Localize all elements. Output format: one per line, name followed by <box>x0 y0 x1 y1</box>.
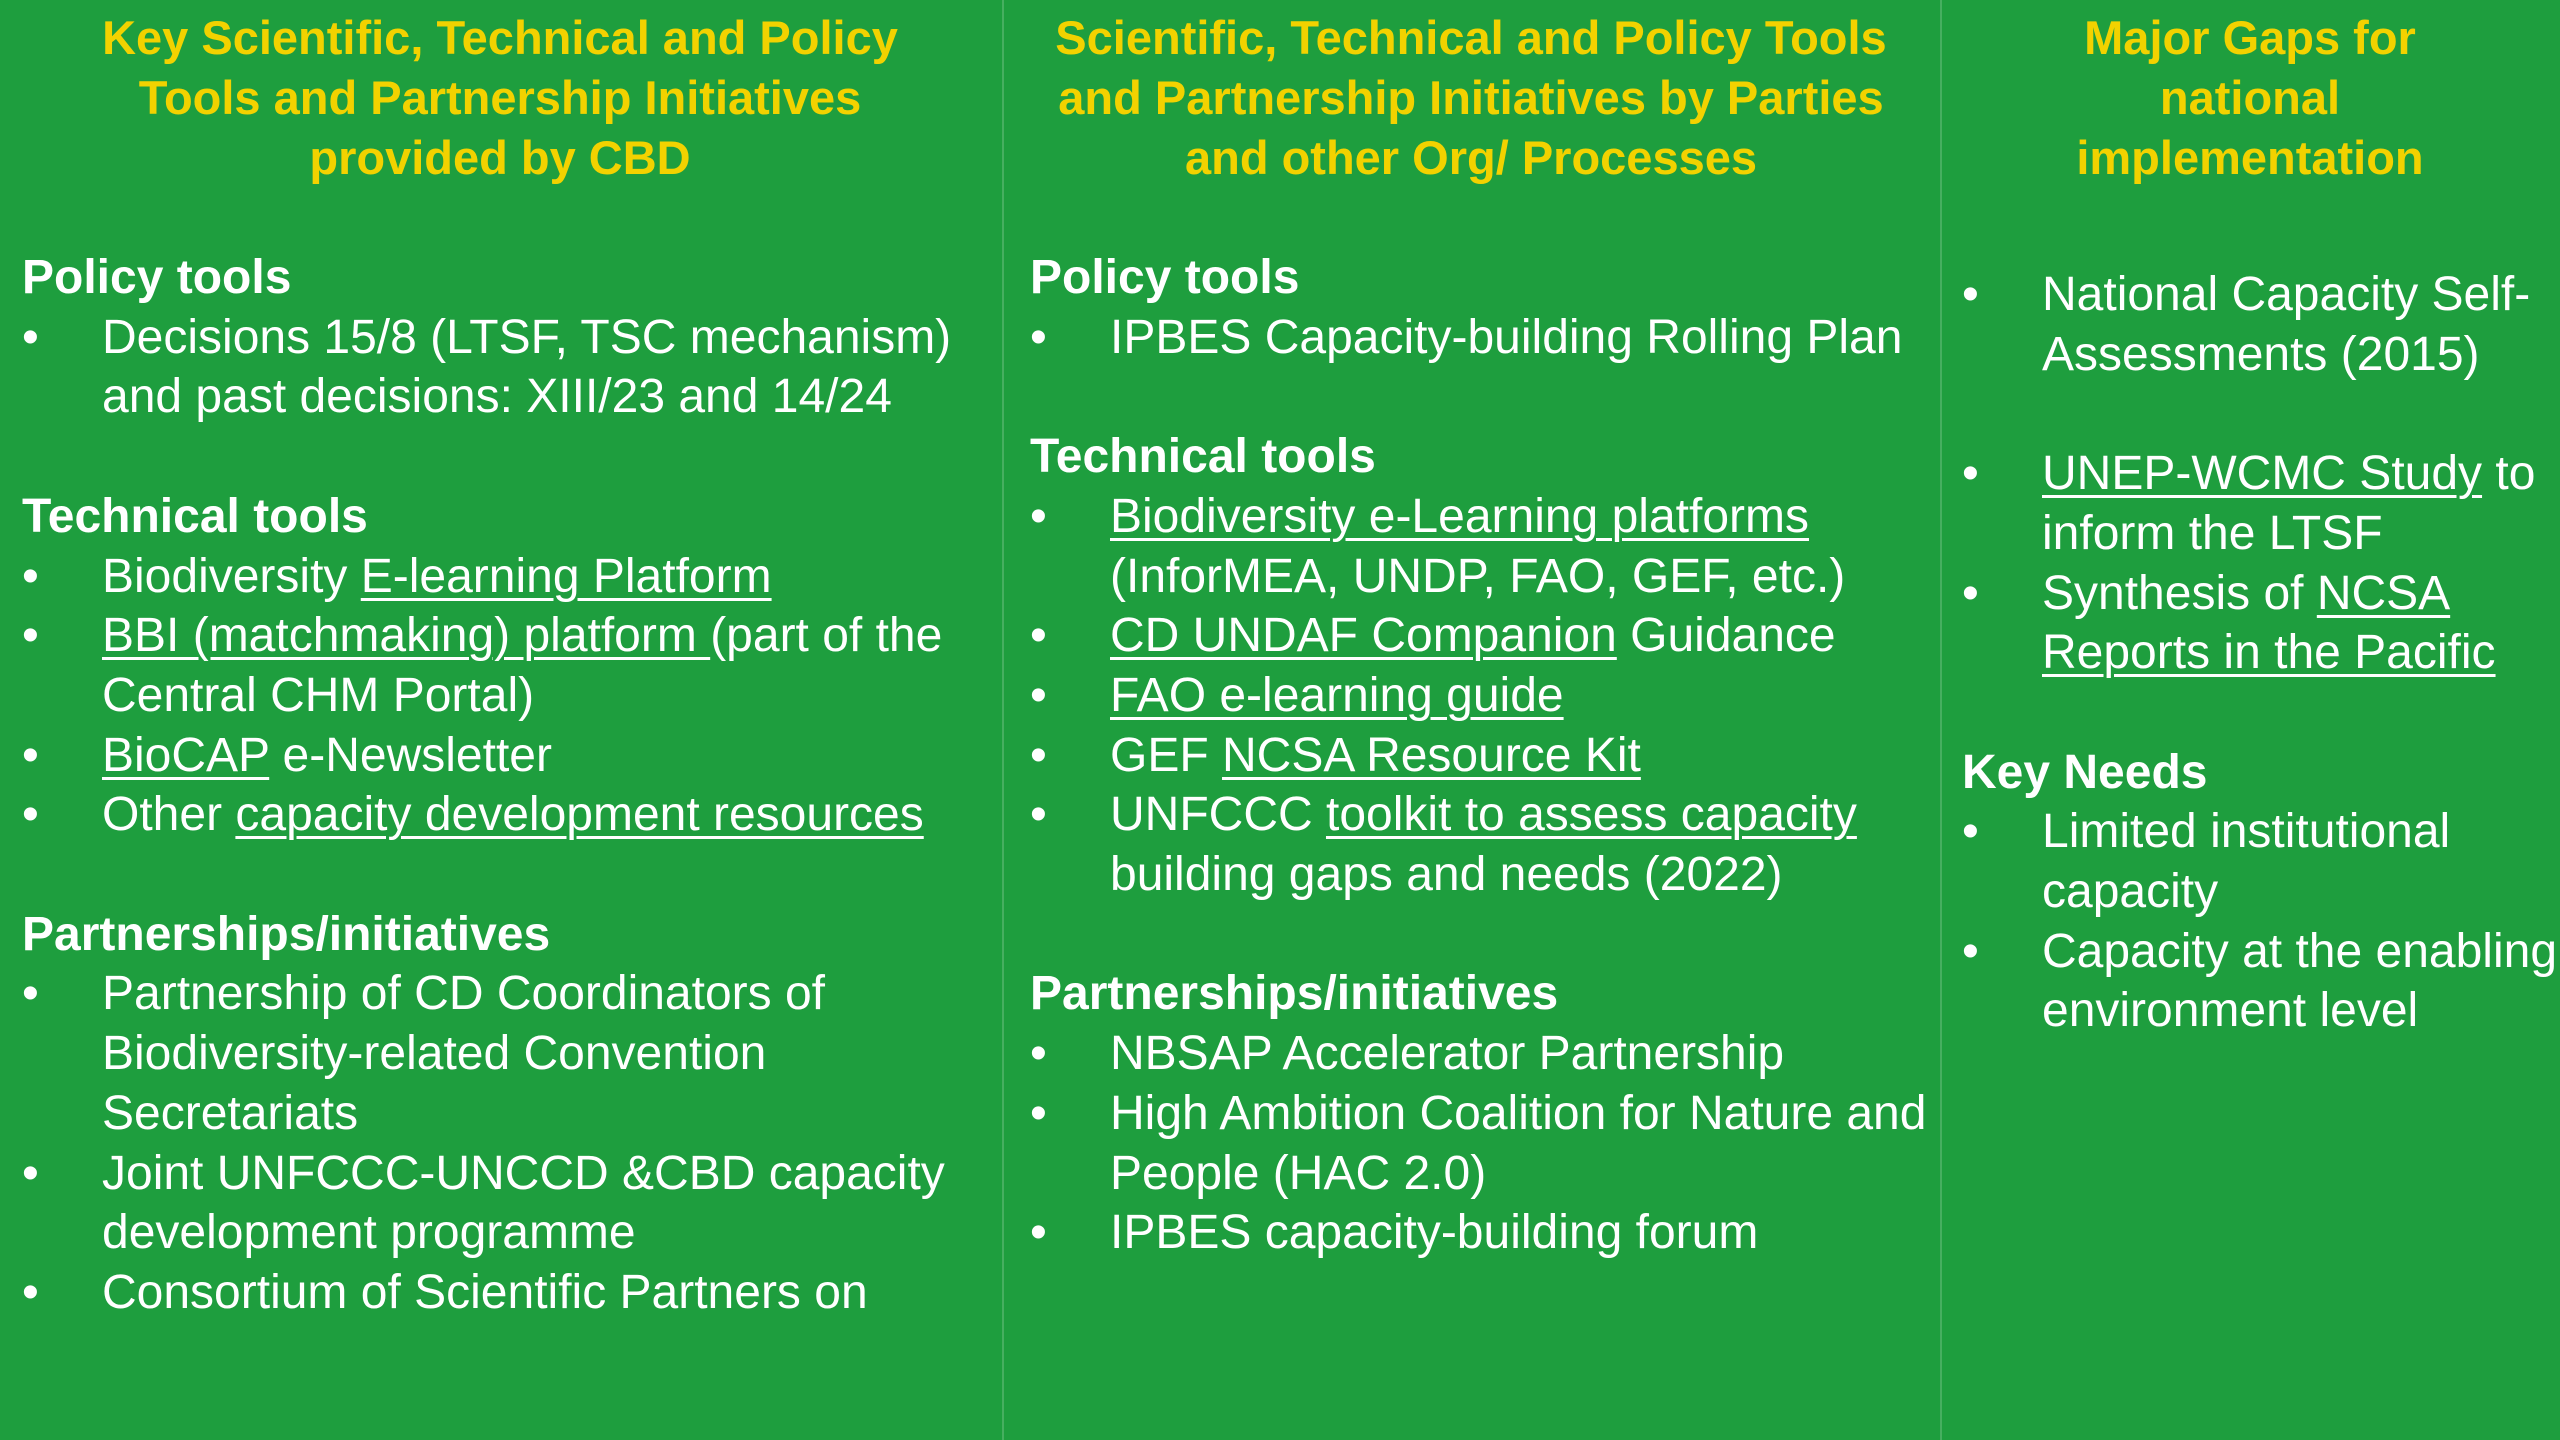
title-line: Scientific, Technical and Policy Tools <box>1055 11 1887 64</box>
item-text: Other <box>102 788 236 842</box>
item-text: (part of the Central CHM Portal) <box>102 609 943 722</box>
bullet-icon: • <box>1030 609 1047 663</box>
key-needs-heading: Key Needs <box>1962 745 2208 799</box>
item-text: High Ambition Coalition for Nature and People (HAC 2.0) <box>1110 1086 1927 1200</box>
item-text: Synthesis of <box>2042 566 2317 620</box>
item-text: Joint UNFCCC-UNCCD &CBD capacity development programme <box>102 1146 945 1260</box>
item-text: e-Newsletter <box>269 728 552 782</box>
list-item <box>22 1144 997 1263</box>
technical-tools-heading: Technical tools <box>22 489 368 543</box>
technical-tools-list <box>1030 487 1935 905</box>
list-item <box>1030 1203 1935 1263</box>
list-item <box>1030 785 1935 904</box>
policy-tools-list <box>22 308 997 427</box>
item-text: Limited institutional capacity <box>2042 805 2451 918</box>
item-text: National Capacity Self-Assessments (2015) <box>2042 268 2531 381</box>
bullet-icon: • <box>22 1146 39 1200</box>
item-text: Guidance <box>1616 609 1836 663</box>
technical-tools-list <box>22 547 997 846</box>
list-item <box>1962 265 2557 384</box>
bullet-icon: • <box>1962 924 1979 978</box>
ncsa-reports-link[interactable]: NCSA Reports in the Pacific <box>2042 566 2496 680</box>
list-item <box>1030 666 1935 726</box>
gaps-list <box>1962 265 2557 384</box>
item-text: Decisions 15/8 (LTSF, TSC mechanism) and past decisions: XIII/23 and 14/24 <box>102 310 952 424</box>
column-content <box>1030 248 1935 1263</box>
title-line: provided by CBD <box>309 131 691 184</box>
partnerships-heading: Partnerships/initiatives <box>1030 967 1559 1021</box>
list-item <box>22 785 997 845</box>
bullet-icon: • <box>1030 1206 1047 1260</box>
bbi-platform-link[interactable]: BBI (matchmaking) platform <box>102 609 711 663</box>
title-line: implementation <box>2076 131 2424 184</box>
list-item <box>1030 1084 1935 1203</box>
list-item <box>1962 922 2557 1041</box>
title-line: and other Org/ Processes <box>1184 131 1758 184</box>
list-item <box>1030 726 1935 786</box>
list-item <box>1030 487 1935 606</box>
bullet-icon: • <box>1030 1086 1047 1140</box>
bullet-icon: • <box>22 609 39 663</box>
list-item <box>1962 802 2557 921</box>
unfccc-toolkit-link[interactable]: toolkit to assess capacity <box>1325 788 1857 842</box>
item-text: IPBES Capacity-building Rolling Plan <box>1110 310 1903 364</box>
list-item <box>1030 606 1935 666</box>
list-item <box>1962 444 2557 563</box>
elearning-platform-link[interactable]: E-learning Platform <box>360 549 772 603</box>
item-text: Consortium of Scientific Partners on <box>102 1265 868 1319</box>
item-text: to inform the LTSF <box>2042 447 2536 560</box>
policy-tools-heading: Policy tools <box>22 251 292 304</box>
list-item <box>1962 564 2557 683</box>
bullet-icon: • <box>1030 728 1047 782</box>
policy-tools-heading: Policy tools <box>1030 251 1300 304</box>
item-text: (InforMEA, UNDP, FAO, GEF, etc.) <box>1110 549 1846 603</box>
capacity-resources-link[interactable]: capacity development resources <box>235 788 924 842</box>
bullet-icon: • <box>1962 268 1979 321</box>
bullet-icon: • <box>1030 310 1047 364</box>
bullet-icon: • <box>22 967 39 1021</box>
bullet-icon: • <box>1962 447 1979 501</box>
partnerships-list <box>22 964 997 1322</box>
item-text: Partnership of CD Coordinators of Biodiversity-related Convention Secretariats <box>102 967 825 1140</box>
title-line: Tools and Partnership Initiatives <box>138 71 862 124</box>
bullet-icon: • <box>1030 788 1047 842</box>
bullet-icon: • <box>1030 1027 1047 1081</box>
list-item <box>22 308 997 427</box>
parties-tools-column <box>1002 0 1940 1440</box>
list-item <box>22 726 997 786</box>
undaf-companion-link[interactable]: CD UNDAF Companion <box>1110 609 1617 663</box>
column-content <box>1962 265 2557 1041</box>
bullet-icon: • <box>22 728 39 782</box>
bullet-icon: • <box>22 549 39 603</box>
elearning-platforms-link[interactable]: Biodiversity e-Learning platforms <box>1110 489 1809 543</box>
list-item <box>1030 308 1935 368</box>
unep-wcmc-study-link[interactable]: UNEP-WCMC Study <box>2042 447 2483 501</box>
list-item <box>1030 1024 1935 1084</box>
list-item <box>22 606 997 725</box>
list-item <box>22 1263 997 1323</box>
bullet-icon: • <box>1030 489 1047 543</box>
title-line: Major Gaps for <box>2084 11 2416 64</box>
column-content <box>22 248 997 1323</box>
gaps-column <box>1940 0 2560 1440</box>
bullet-icon: • <box>22 788 39 842</box>
list-item <box>22 964 997 1143</box>
title-line: Key Scientific, Technical and Policy <box>102 11 898 64</box>
partnerships-list <box>1030 1024 1935 1263</box>
bullet-icon: • <box>1962 566 1979 620</box>
ncsa-resource-kit-link[interactable]: NCSA Resource Kit <box>1222 728 1641 782</box>
item-text: building gaps and needs (2022) <box>1110 848 1783 902</box>
bullet-icon: • <box>1962 805 1979 859</box>
column-title <box>1940 8 2560 188</box>
item-text: Biodiversity <box>102 549 361 603</box>
technical-tools-heading: Technical tools <box>1030 430 1376 484</box>
partnerships-heading: Partnerships/initiatives <box>22 907 551 961</box>
bullet-icon: • <box>22 310 39 364</box>
fao-guide-link[interactable]: FAO e-learning guide <box>1110 668 1564 722</box>
column-title <box>1002 8 1940 188</box>
item-text: IPBES capacity-building forum <box>1110 1206 1759 1260</box>
policy-tools-list <box>1030 308 1935 368</box>
cbd-tools-column <box>0 0 1002 1440</box>
gaps-list <box>1962 444 2557 683</box>
item-text: NBSAP Accelerator Partnership <box>1110 1027 1785 1081</box>
column-title <box>0 8 1000 188</box>
item-text: GEF <box>1110 728 1223 782</box>
list-item <box>22 547 997 607</box>
title-line: and Partnership Initiatives by Parties <box>1058 71 1884 124</box>
bullet-icon: • <box>22 1265 39 1319</box>
item-text: Capacity at the enabling environment level <box>2042 924 2558 1038</box>
bullet-icon: • <box>1030 668 1047 722</box>
item-text: UNFCCC <box>1110 788 1326 842</box>
title-line: national <box>2159 71 2341 124</box>
key-needs-list <box>1962 802 2557 1041</box>
biocap-link[interactable]: BioCAP <box>102 728 270 782</box>
